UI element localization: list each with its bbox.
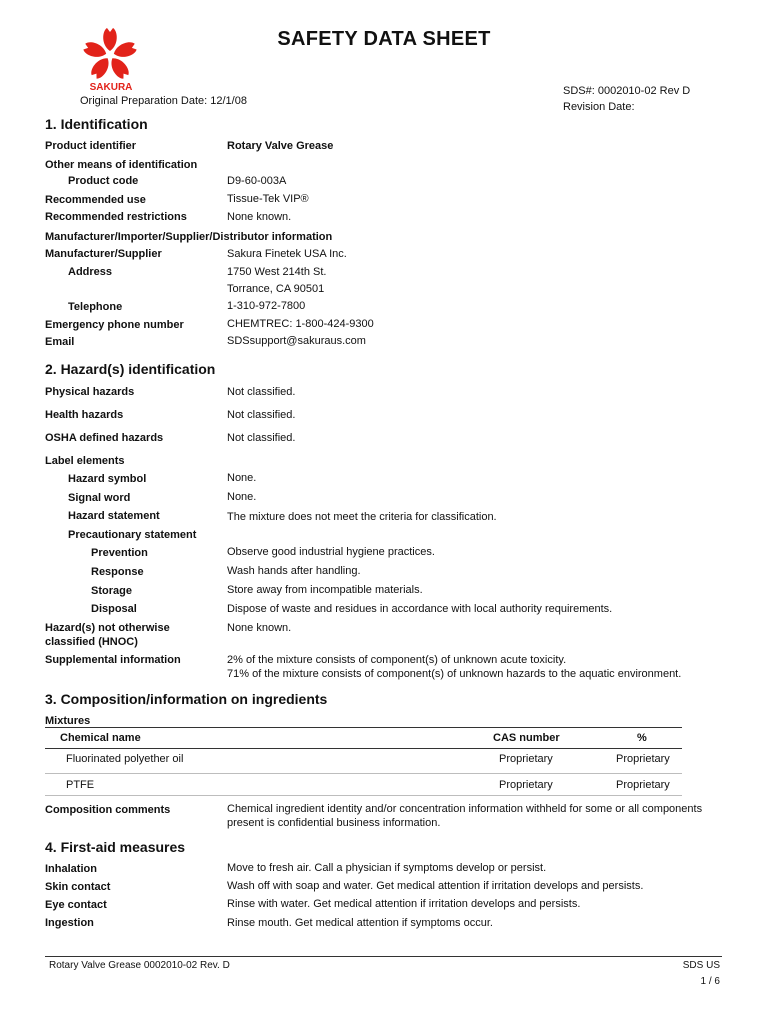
table-bottom-rule [45, 795, 682, 796]
manufacturer-value: Sakura Finetek USA Inc. [227, 248, 347, 260]
prevention-label: Prevention [91, 547, 148, 559]
physical-hazards-value: Not classified. [227, 386, 296, 398]
skin-contact-label: Skin contact [45, 881, 111, 893]
table-header-rule [45, 748, 682, 749]
section-heading-composition: 3. Composition/information on ingredients [45, 691, 328, 707]
inhalation-label: Inhalation [45, 863, 97, 875]
recommended-use-label: Recommended use [45, 194, 146, 206]
table-cell-percent: Proprietary [616, 753, 670, 765]
recommended-use-value: Tissue-Tek VIP® [227, 193, 309, 205]
product-code-label: Product code [68, 175, 139, 187]
revision-date: Revision Date: [563, 101, 635, 113]
osha-hazards-label: OSHA defined hazards [45, 432, 164, 444]
ingestion-label: Ingestion [45, 917, 94, 929]
composition-comments-line-2: present is confidential business information. [227, 817, 441, 829]
hnoc-label: Hazard(s) not otherwise classified (HNOC) [45, 622, 170, 648]
hazard-symbol-label: Hazard symbol [68, 473, 147, 485]
composition-comments-line-1: Chemical ingredient identity and/or concentration information withheld for some or all components [227, 803, 703, 815]
hazard-symbol-value: None. [227, 472, 257, 484]
table-cell-cas-number: Proprietary [499, 779, 553, 791]
product-identifier-label: Product identifier [45, 140, 137, 152]
storage-value: Store away from incompatible materials. [227, 584, 423, 596]
emergency-phone-value: CHEMTREC: 1-800-424-9300 [227, 318, 374, 330]
ingestion-value: Rinse mouth. Get medical attention if symptoms occur. [227, 917, 493, 929]
telephone-label: Telephone [68, 301, 123, 313]
supplemental-info-line-1: 2% of the mixture consists of component(s) of unknown acute toxicity. [227, 654, 567, 666]
precautionary-statement-label: Precautionary statement [68, 529, 197, 541]
health-hazards-label: Health hazards [45, 409, 124, 421]
storage-label: Storage [91, 585, 132, 597]
label-elements-label: Label elements [45, 455, 125, 467]
composition-comments-label: Composition comments [45, 804, 171, 816]
eye-contact-value: Rinse with water. Get medical attention if irritation develops and persists. [227, 898, 581, 910]
original-preparation-date: Original Preparation Date: 12/1/08 [80, 95, 247, 107]
table-top-rule [45, 727, 682, 728]
table-cell-cas-number: Proprietary [499, 753, 553, 765]
physical-hazards-label: Physical hazards [45, 386, 135, 398]
mixtures-label: Mixtures [45, 715, 91, 727]
footer-sds-us: SDS US [682, 960, 720, 971]
table-cell-chemical-name: PTFE [66, 779, 95, 791]
product-code-value: D9-60-003A [227, 175, 287, 187]
other-means-label: Other means of identification [45, 159, 198, 171]
recommended-restrictions-value: None known. [227, 211, 292, 223]
manufacturer-label: Manufacturer/Supplier [45, 248, 162, 260]
disposal-label: Disposal [91, 603, 137, 615]
page-number: 1 / 6 [700, 976, 720, 987]
footer-rule [45, 956, 722, 957]
response-label: Response [91, 566, 144, 578]
product-identifier-value: Rotary Valve Grease [227, 140, 334, 152]
document-title: SAFETY DATA SHEET [277, 28, 491, 50]
signal-word-label: Signal word [68, 492, 131, 504]
address-label: Address [68, 266, 113, 278]
table-cell-percent: Proprietary [616, 779, 670, 791]
hnoc-value: None known. [227, 622, 292, 634]
address-line-1: 1750 West 214th St. [227, 266, 327, 278]
table-row-divider [45, 773, 682, 774]
supplemental-info-line-2: 71% of the mixture consists of component(s) of unknown hazards to the aquatic environment. [227, 668, 682, 680]
address-line-2: Torrance, CA 90501 [227, 283, 325, 295]
table-cell-chemical-name: Fluorinated polyether oil [66, 753, 184, 765]
signal-word-value: None. [227, 491, 257, 503]
footer-document-id: Rotary Valve Grease 0002010-02 Rev. D [49, 960, 230, 971]
section-heading-hazards: 2. Hazard(s) identification [45, 361, 216, 377]
hazard-statement-label: Hazard statement [68, 510, 160, 522]
column-header-percent: % [637, 732, 647, 744]
column-header-chemical-name: Chemical name [60, 732, 141, 744]
sds-number: SDS#: 0002010-02 Rev D [563, 85, 691, 97]
column-header-cas-number: CAS number [493, 732, 560, 744]
telephone-value: 1-310-972-7800 [227, 300, 306, 312]
inhalation-value: Move to fresh air. Call a physician if symptoms develop or persist. [227, 862, 547, 874]
recommended-restrictions-label: Recommended restrictions [45, 211, 187, 223]
osha-hazards-value: Not classified. [227, 432, 296, 444]
manufacturer-info-label: Manufacturer/Importer/Supplier/Distributor information [45, 231, 333, 243]
section-heading-first-aid: 4. First-aid measures [45, 839, 186, 855]
section-heading-identification: 1. Identification [45, 116, 148, 132]
prevention-value: Observe good industrial hygiene practices. [227, 546, 435, 558]
logo-text: SAKURA [89, 82, 133, 93]
health-hazards-value: Not classified. [227, 409, 296, 421]
hazard-statement-value: The mixture does not meet the criteria for classification. [227, 511, 497, 523]
eye-contact-label: Eye contact [45, 899, 107, 911]
supplemental-info-label: Supplemental information [45, 654, 181, 666]
sds-meta [563, 83, 690, 115]
disposal-value: Dispose of waste and residues in accordance with local authority requirements. [227, 603, 613, 615]
email-value: SDSsupport@sakuraus.com [227, 335, 366, 347]
skin-contact-value: Wash off with soap and water. Get medical attention if irritation develops and persists. [227, 880, 644, 892]
response-value: Wash hands after handling. [227, 565, 361, 577]
email-label: Email [45, 336, 75, 348]
emergency-phone-label: Emergency phone number [45, 319, 184, 331]
